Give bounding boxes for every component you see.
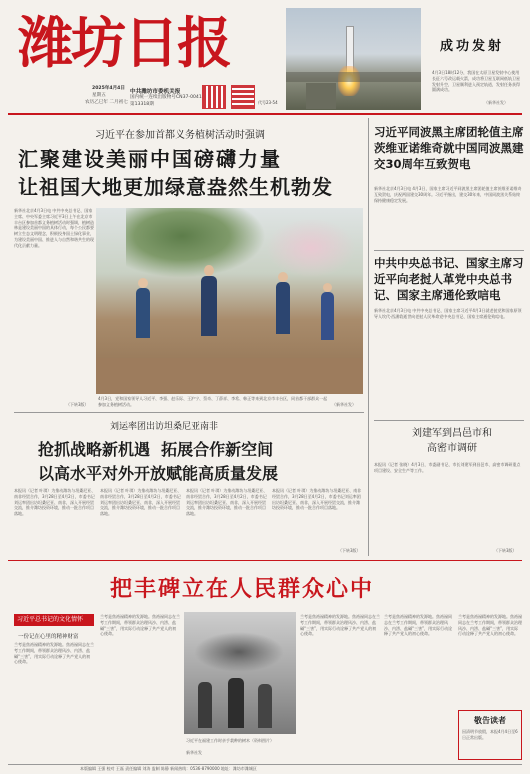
footer-text: 本版编辑 王强 校对 王磊 责任编辑 刘涛 监制 陈静 新闻热线：0536-8790000 地址：潍坊市潍城区 bbox=[80, 766, 257, 771]
qr-code-1 bbox=[203, 86, 225, 108]
feature-body-col4: 兰考是焦裕禄精神的发源地。焦裕禄同志在兰考工作期间，带领群众治理风沙、内涝、盐碱“三害”，用实际行动诠释了共产党人的初心使命。 bbox=[384, 614, 453, 637]
publisher-label: 中共潍坊市委机关报 bbox=[130, 89, 181, 95]
second-continued: （下转3版） bbox=[338, 548, 361, 553]
feature-photo bbox=[184, 612, 296, 734]
right-story2-body: 新华社北京4月3日电 中共中央总书记、国家主席习近平4月3日就老挝党和国家原领导人坎代·西潘敦逝世向老挝人民革命党中央总书记、国家主席通伦致唁电。 bbox=[374, 308, 522, 319]
issue-number: 第13318期 bbox=[130, 102, 154, 107]
lead-kicker: 习近平在参加首都义务植树活动时强调 bbox=[95, 130, 265, 141]
feature-top-rule bbox=[8, 560, 522, 561]
feature-column-tag bbox=[14, 614, 94, 626]
feature-body-col5: 兰考是焦裕禄精神的发源地。焦裕禄同志在兰考工作期间，带领群众治理风沙、内涝、盐碱“三害”，用实际行动诠释了共产党人的初心使命。 bbox=[458, 614, 522, 637]
masthead-lunar: 农历乙巳年 二月初七 bbox=[85, 100, 128, 105]
second-body-col4: 本报讯（记者 叶琪）为推动潍坊与坦桑尼亚、南非经贸合作，3月28日至4月2日，市委书记刘运率团出访坦桑尼亚、南非，深入开展经贸交流，推介潍坊投资环境，推动一批合作项目落地。 bbox=[272, 488, 362, 511]
edition-code: 代号23-54 bbox=[258, 100, 278, 105]
top-photo-caption-title: 成功发射 bbox=[440, 39, 505, 54]
lead-photo-credit: （新华社发） bbox=[332, 402, 356, 407]
feature-column-tag-label: 习近平总书记的文化情怀 bbox=[17, 616, 84, 623]
cn-number: 国内统一连续出版物号CN37-0041 bbox=[130, 95, 202, 100]
right-story2-headline: 中共中央总书记、国家主席习近平向老挝人革党中央总书记、国家主席通伦致唁电 bbox=[374, 256, 524, 302]
right-story1-rule bbox=[374, 250, 524, 251]
feature-headline: 把丰碑立在人民群众心中 bbox=[110, 577, 375, 602]
reader-notice-body: 因清明节放假，本报4月4日至6日正常出版。 bbox=[462, 729, 518, 740]
footer-rule bbox=[8, 764, 522, 765]
tree-planting-photo bbox=[96, 208, 363, 394]
right-continued: （下转3版） bbox=[494, 548, 517, 553]
feature-subtitle: 一份记在心里的精神财富 bbox=[18, 634, 79, 640]
second-body-col1: 本报讯（记者 叶琪）为推动潍坊与坦桑尼亚、南非经贸合作，3月28日至4月2日，市委书记刘运率团出访坦桑尼亚、南非，深入开展经贸交流，推介潍坊投资环境，推动一批合作项目落地。 bbox=[14, 488, 96, 517]
second-body-col2: 本报讯（记者 叶琪）为推动潍坊与坦桑尼亚、南非经贸合作，3月28日至4月2日，市委书记刘运率团出访坦桑尼亚、南非，深入开展经贸交流，推介潍坊投资环境，推动一批合作项目落地。 bbox=[100, 488, 182, 517]
right-story3-headline: 刘建军到昌邑市和高密市调研 bbox=[412, 428, 492, 454]
masthead-weekday: 星期五 bbox=[92, 93, 106, 98]
qr-code-2 bbox=[232, 86, 254, 108]
lead-body: 新华社北京4月3日电 中共中央总书记、国家主席、中央军委主席习近平3日上午在北京市丰台区参加首都义务植树活动时强调，植树造林是建设美丽中国的具体行动，每个公民都要树立生态文明理念，积极投身国土绿化事业，为建设美丽中国、推进人与自然和谐共生的现代化贡献力量。 bbox=[14, 208, 94, 248]
feature-body-col1: 兰考是焦裕禄精神的发源地。焦裕禄同志在兰考工作期间，带领群众治理风沙、内涝、盐碱“三害”，用实际行动诠释了共产党人的初心使命。 bbox=[14, 642, 94, 665]
lead-headline-1: 汇聚建设美丽中国磅礴力量 bbox=[18, 147, 282, 171]
feature-photo-credit: 新华社发 bbox=[186, 750, 202, 755]
masthead-date: 2025年4月4日 bbox=[92, 86, 125, 91]
top-photo-caption-text: 4月3日18时12分，我国在太原卫星发射中心使用长征六号改运载火箭，成功将卫星互联网低轨卫星发射升空，卫星顺利进入预定轨道，发射任务获得圆满成功。 bbox=[432, 70, 520, 93]
feature-photo-caption: 习近平在福建工作时亲手栽种的树木（资料图片） bbox=[186, 738, 274, 743]
top-photo-credit: （新华社发） bbox=[484, 100, 508, 105]
second-headline-1: 抢抓战略新机遇 拓展合作新空间 bbox=[38, 440, 274, 459]
right-column-divider bbox=[368, 118, 369, 556]
lead-photo-caption: 4月3日，党和国家领导人习近平、李强、赵乐际、王沪宁、蔡奇、丁薛祥、李希、韩正等来到北京市丰台区，同首都干部群众一起参加义务植树活动。 bbox=[98, 396, 328, 407]
right-story3-body: 本报讯（记者 张晓）4月3日，市委副书记、市长刘建军到昌邑市、高密市调研重点项目建设、安全生产等工作。 bbox=[374, 462, 521, 473]
lead-headline-2: 让祖国大地更加绿意盎然生机勃发 bbox=[18, 175, 333, 199]
masthead-title: 潍坊日报 bbox=[18, 10, 231, 75]
lead-continued: （下转3版） bbox=[66, 402, 89, 407]
right-story1-headline: 习近平同波黑主席团轮值主席茨维亚诺维奇就中国同波黑建交30周年互致贺电 bbox=[374, 125, 524, 171]
rocket-launch-photo bbox=[286, 8, 421, 110]
right-story1-body: 新华社北京4月3日电 4月3日，国家主席习近平同波黑主席团轮值主席茨维亚诺维奇互致贺电，庆祝两国建交30周年。习近平指出，建交30年来，中国同波黑关系始终保持健康稳定发展。 bbox=[374, 186, 522, 203]
reader-notice-title: 敬告读者 bbox=[474, 716, 506, 725]
right-story2-rule bbox=[374, 420, 524, 421]
second-body-col3: 本报讯（记者 叶琪）为推动潍坊与坦桑尼亚、南非经贸合作，3月28日至4月2日，市委书记刘运率团出访坦桑尼亚、南非，深入开展经贸交流，推介潍坊投资环境，推动一批合作项目落地。 bbox=[186, 488, 268, 517]
masthead-rule bbox=[8, 113, 522, 115]
feature-body-col3: 兰考是焦裕禄精神的发源地。焦裕禄同志在兰考工作期间，带领群众治理风沙、内涝、盐碱“三害”，用实际行动诠释了共产党人的初心使命。 bbox=[300, 614, 380, 637]
second-headline-2: 以高水平对外开放赋能高质量发展 bbox=[38, 464, 279, 483]
lead-bottom-rule bbox=[14, 412, 364, 413]
reader-notice-box bbox=[458, 710, 522, 760]
second-kicker: 刘运率团出访坦桑尼亚南非 bbox=[110, 422, 219, 432]
feature-body-col2: 兰考是焦裕禄精神的发源地。焦裕禄同志在兰考工作期间，带领群众治理风沙、内涝、盐碱“三害”，用实际行动诠释了共产党人的初心使命。 bbox=[100, 614, 180, 637]
